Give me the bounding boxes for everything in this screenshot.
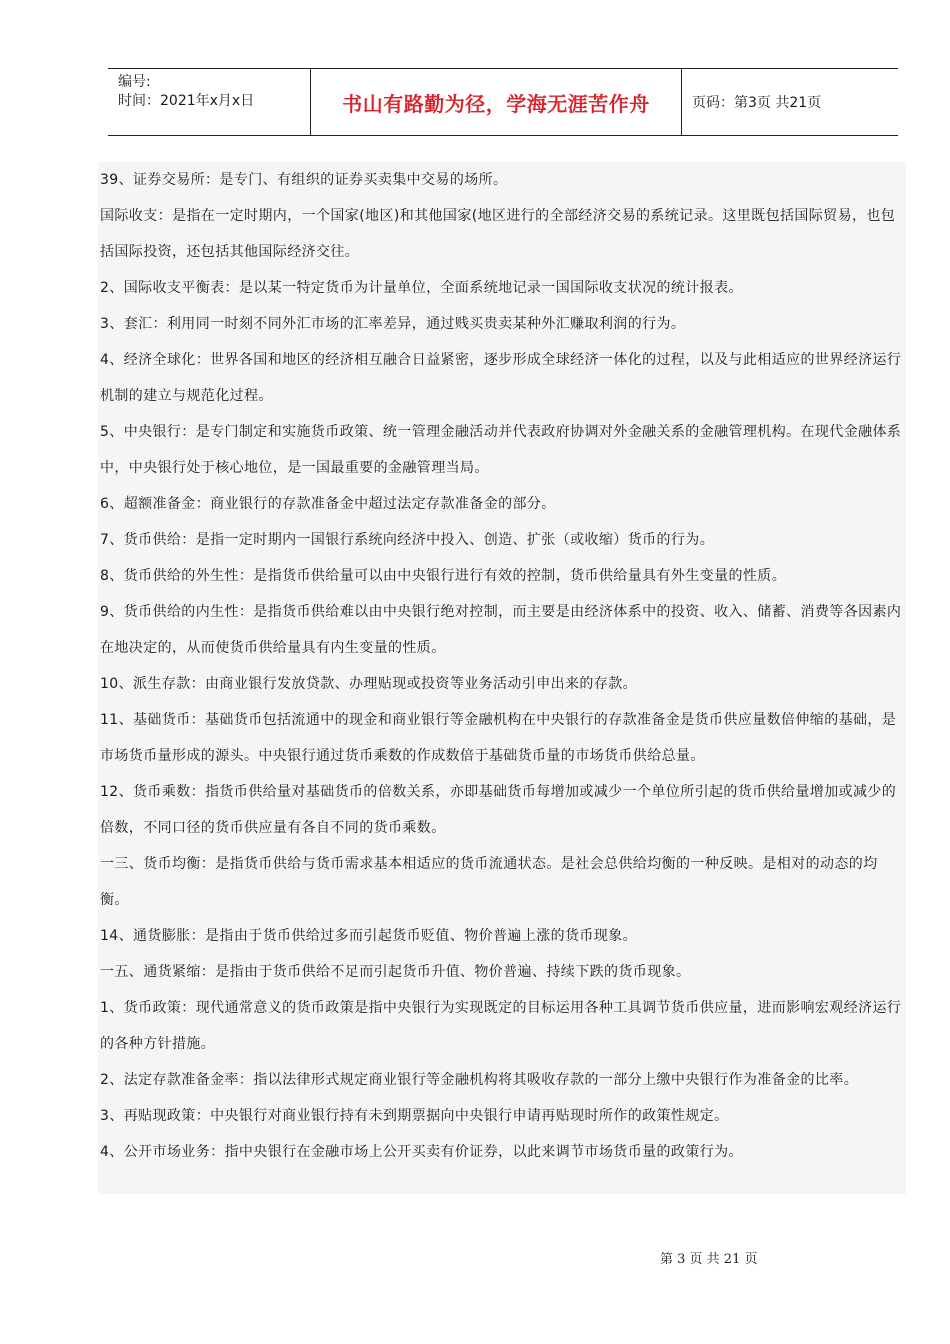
paragraph: 一三、货币均衡：是指货币供给与货币需求基本相适应的货币流通状态。是社会总供给均衡的一种反映。是相对的动态的均衡。 bbox=[100, 856, 878, 908]
paragraph: 9、货币供给的内生性：是指货币供给难以由中央银行绝对控制，而主要是由经济体系中的投资、收入、储蓄、消费等各因素内在地决定的，从而使货币供给量具有内生变量的性质。 bbox=[100, 604, 902, 656]
paragraph: 3、套汇：利用同一时刻不同外汇市场的汇率差异，通过贱买贵卖某种外汇赚取利润的行为。 bbox=[100, 316, 686, 332]
paragraph: 14、通货膨胀：是指由于货币供给过多而引起货币贬值、物价普遍上涨的货币现象。 bbox=[100, 928, 638, 944]
paragraph: 国际收支：是指在一定时期内，一个国家(地区)和其他国家(地区进行的全部经济交易的系统记录。这里既包括国际贸易，也包括国际投资，还包括其他国际经济交往。 bbox=[100, 208, 896, 260]
number-label: 编号: bbox=[118, 74, 151, 90]
paragraph: 3、再贴现政策：中央银行对商业银行持有未到期票据向中央银行申请再贴现时所作的政策性规定。 bbox=[100, 1108, 729, 1124]
paragraph: 6、超额准备金：商业银行的存款准备金中超过法定存款准备金的部分。 bbox=[100, 496, 556, 512]
document-body bbox=[98, 162, 906, 1194]
paragraph: 7、货币供给：是指一定时期内一国银行系统向经济中投入、创造、扩张（或收缩）货币的行为。 bbox=[100, 532, 715, 548]
paragraph: 39、证券交易所：是专门、有组织的证券买卖集中交易的场所。 bbox=[100, 172, 508, 188]
page-footer: 第 3 页 共 21 页 bbox=[660, 1252, 758, 1267]
paragraph: 5、中央银行：是专门制定和实施货币政策、统一管理金融活动并代表政府协调对外金融关系的金融管理机构。在现代金融体系中，中央银行处于核心地位，是一国最重要的金融管理当局。 bbox=[100, 424, 902, 476]
paragraph: 12、货币乘数：指货币供给量对基础货币的倍数关系，亦即基础货币每增加或减少一个单位所引起的货币供给量增加或减少的倍数，不同口径的货币供应量有各自不同的货币乘数。 bbox=[100, 784, 897, 836]
header-page-info: 页码：第3页 共21页 bbox=[692, 95, 822, 111]
paragraph: 4、经济全球化：世界各国和地区的经济相互融合日益紧密，逐步形成全球经济一体化的过程，以及与此相适应的世界经济运行机制的建立与规范化过程。 bbox=[100, 352, 902, 404]
paragraph: 4、公开市场业务：指中央银行在金融市场上公开买卖有价证券，以此来调节市场货币量的政策行为。 bbox=[100, 1144, 743, 1160]
page-header bbox=[108, 68, 898, 136]
paragraph: 11、基础货币：基础货币包括流通中的现金和商业银行等金融机构在中央银行的存款准备金是货币供应量数倍伸缩的基础，是市场货币量形成的源头。中央银行通过货币乘数的作成数倍于基础货币量的市场货币供给总量。 bbox=[100, 712, 897, 764]
time-label: 时间：2021年x月x日 bbox=[118, 93, 255, 109]
header-motto: 书山有路勤为径，学海无涯苦作舟 bbox=[310, 69, 682, 135]
paragraph: 一五、通货紧缩：是指由于货币供给不足而引起货币升值、物价普遍、持续下跌的货币现象。 bbox=[100, 964, 691, 980]
header-meta bbox=[108, 69, 310, 135]
paragraph: 10、派生存款：由商业银行发放贷款、办理贴现或投资等业务活动引申出来的存款。 bbox=[100, 676, 638, 692]
paragraph: 1、货币政策：现代通常意义的货币政策是指中央银行为实现既定的目标运用各种工具调节货币供应量，进而影响宏观经济运行的各种方针措施。 bbox=[100, 1000, 902, 1052]
paragraph: 2、国际收支平衡表：是以某一特定货币为计量单位，全面系统地记录一国国际收支状况的统计报表。 bbox=[100, 280, 743, 296]
paragraph: 8、货币供给的外生性：是指货币供给量可以由中央银行进行有效的控制，货币供给量具有外生变量的性质。 bbox=[100, 568, 787, 584]
paragraph: 2、法定存款准备金率：指以法律形式规定商业银行等金融机构将其吸收存款的一部分上缴中央银行作为准备金的比率。 bbox=[100, 1072, 859, 1088]
